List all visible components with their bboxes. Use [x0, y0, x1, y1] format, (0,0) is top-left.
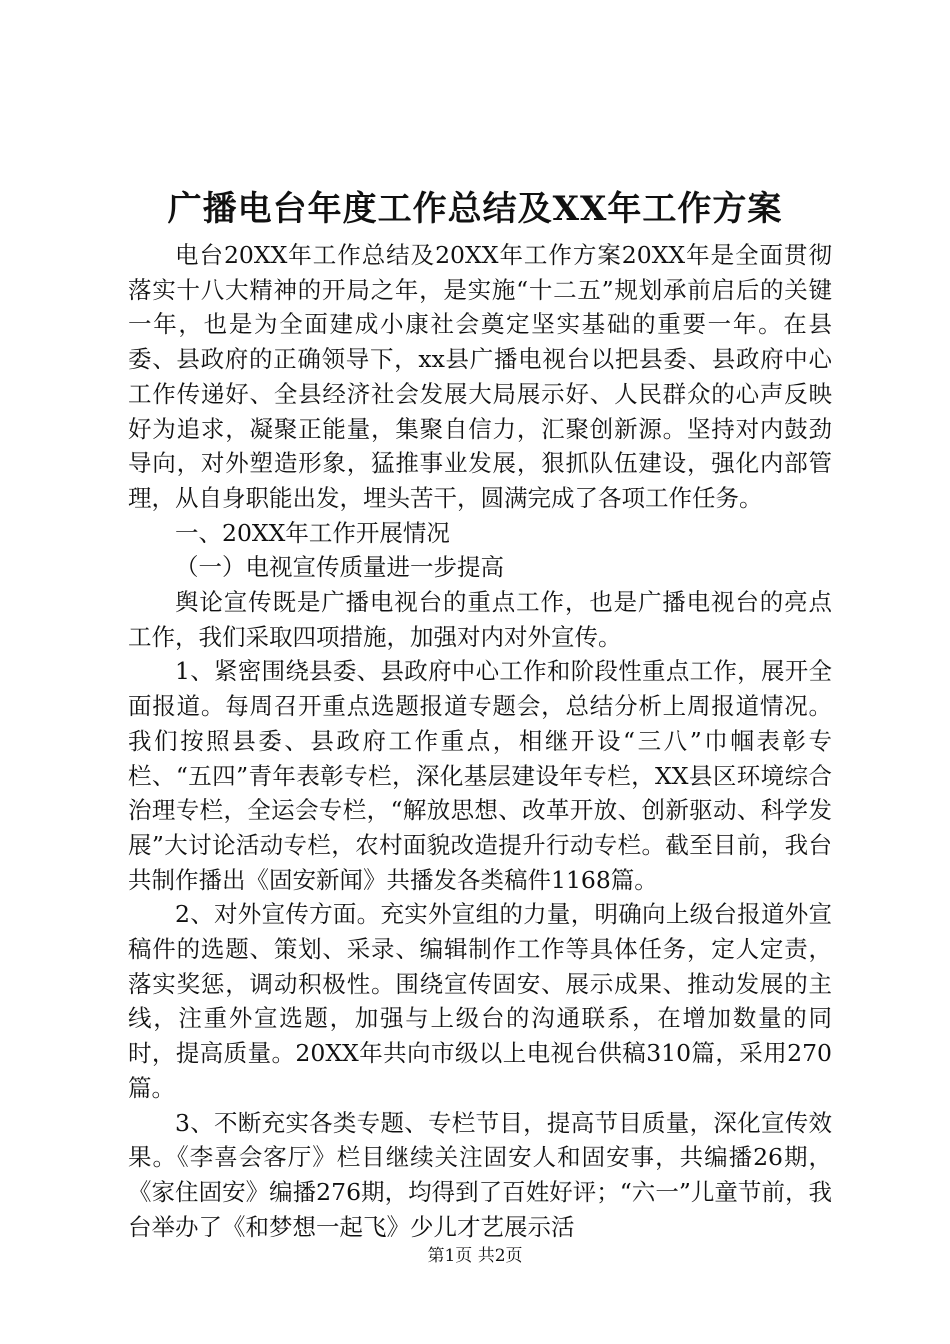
- document-title: 广播电台年度工作总结及XX年工作方案: [167, 189, 783, 229]
- document-body: [128, 238, 832, 1244]
- page-number-footer: 第1页 共2页: [427, 1246, 523, 1266]
- subsection-heading: （一）电视宣传质量进一步提高: [175, 553, 504, 582]
- section-heading: 一、20XX年工作开展情况: [175, 518, 450, 547]
- body-paragraph: 舆论宣传既是广播电视台的重点工作，也是广播电视台的亮点工作，我们采取四项措施，加强对内对外宣传。: [128, 588, 832, 651]
- body-paragraph: 3、不断充实各类专题、专栏节目，提高节目质量，深化宣传效果。《李喜会客厅》栏目继续关注固安人和固安事，共编播26期，《家住固安》编播276期，均得到了百姓好评；“六一”儿童节前，我台举办了《和梦想一起飞》少儿才艺展示活: [128, 1108, 832, 1241]
- body-paragraph: 1、紧密围绕县委、县政府中心工作和阶段性重点工作，展开全面报道。每周召开重点选题报道专题会，总结分析上周报道情况。我们按照县委、县政府工作重点，相继开设“三八”巾帼表彰专栏、“五四”青年表彰专栏，深化基层建设年专栏，XX县区环境综合治理专栏，全运会专栏，“解放思想、改革开放、创新驱动、科学发展”大讨论活动专栏，农村面貌改造提升行动专栏。截至目前，我台共制作播出《固安新闻》共播发各类稿件1168篇。: [128, 657, 832, 894]
- body-paragraph: 2、对外宣传方面。充实外宣组的力量，明确向上级台报道外宣稿件的选题、策划、采录、编辑制作工作等具体任务，定人定责，落实奖惩，调动积极性。围绕宣传固安、展示成果、推动发展的主线，注重外宣选题，加强与上级台的沟通联系，在增加数量的同时，提高质量。20XX年共向市级以上电视台供稿310篇，采用270篇。: [128, 900, 832, 1102]
- intro-paragraph: 电台20XX年工作总结及20XX年工作方案20XX年是全面贯彻落实十八大精神的开局之年，是实施“十二五”规划承前启后的关键一年，也是为全面建成小康社会奠定坚实基础的重要一年。在县委、县政府的正确领导下，xx县广播电视台以把县委、县政府中心工作传递好、全县经济社会发展大局展示好、人民群众的心声反映好为追求，凝聚正能量，集聚自信力，汇聚创新源。坚持对内鼓劲导向，对外塑造形象，猛推事业发展，狠抓队伍建设，强化内部管理，从自身职能出发，埋头苦干，圆满完成了各项工作任务。: [128, 241, 832, 512]
